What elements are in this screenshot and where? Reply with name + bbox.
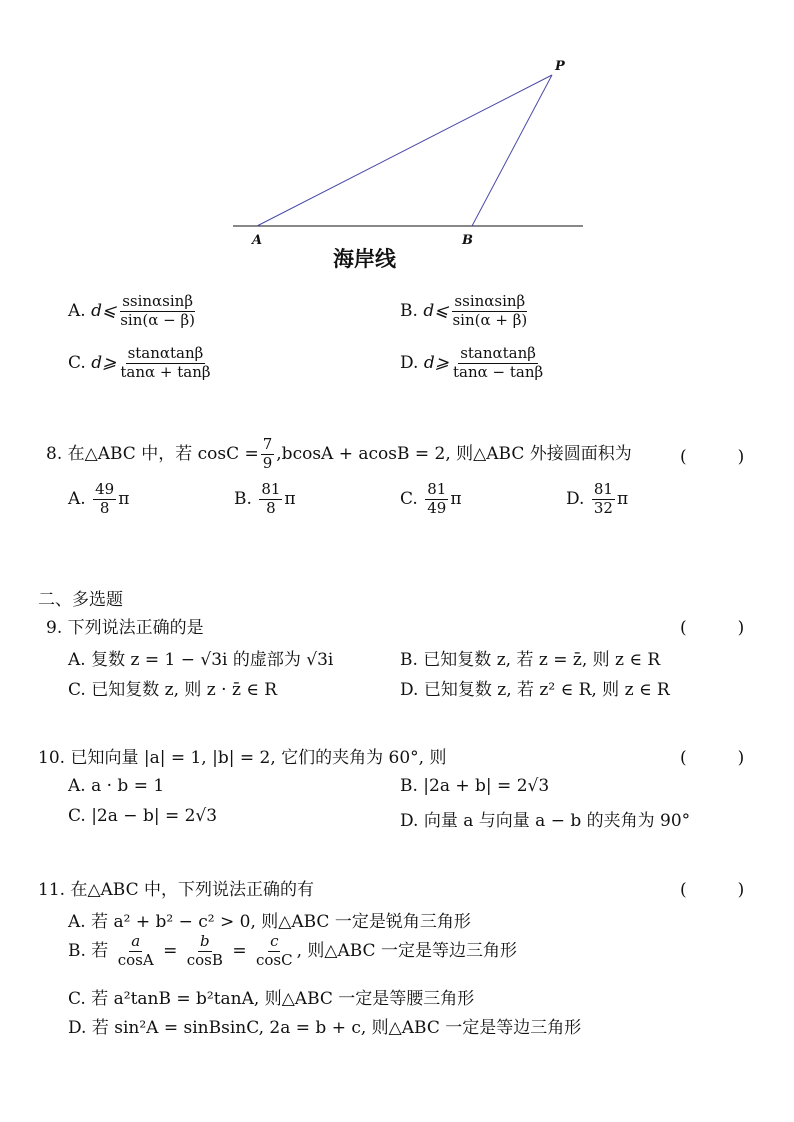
q11-option-d: D. 若 sin²A = sinBsinC, 2a = b + c, 则△ABC 一定是等边三角形 — [68, 1018, 582, 1038]
q7-option-b: B. d⩽ $\frac{ssin\alpha\sin\beta}{\sin(\alpha + \beta)}$ — [400, 292, 528, 329]
q8-option-c: C. $\frac{81}{49}$ π — [400, 480, 462, 517]
coastline-figure — [225, 55, 595, 285]
q7-option-d: D. d⩾ $\frac{stan\alpha\tan\beta}{\tan\alpha - \tan\beta}$ — [400, 344, 544, 381]
q7-option-c: C. d⩾ $\frac{stan\alpha\tan\beta}{\tan\alpha + \tan\beta}$ — [68, 344, 211, 381]
q10-answer-paren: ( ) — [680, 748, 745, 768]
q11-option-c: C. 若 a²tanB = b²tanA, 则△ABC 一定是等腰三角形 — [68, 989, 475, 1009]
point-b-label: B — [462, 233, 473, 248]
q8-answer-paren: ( ) — [680, 447, 745, 467]
q11-stem: 11. 在△ABC 中，下列说法正确的有 — [38, 880, 315, 900]
figure-caption: 海岸线 — [333, 246, 396, 271]
q11-option-b: B. 若 $\frac{a}{\cos A}$ = $\frac{b}{\cos B}$ = $\frac{c}{\cos C}$ , 则△ABC 一定是等边三角形 — [68, 932, 517, 969]
q9-option-a: A. 复数 z = 1 − √3i 的虚部为 √3i — [68, 650, 334, 670]
q11-option-a: A. 若 a² + b² − c² > 0, 则△ABC 一定是锐角三角形 — [68, 912, 471, 932]
q9-answer-paren: ( ) — [680, 618, 745, 638]
q10-option-c: C. |2a − b| = 2√3 — [68, 806, 218, 826]
line-ap — [257, 75, 552, 226]
q9-option-d: D. 已知复数 z, 若 z² ∈ R, 则 z ∈ R — [400, 680, 670, 700]
q8-option-b: B. $\frac{81}{8}$ π — [234, 480, 296, 517]
q10-option-b: B. |2a + b| = 2√3 — [400, 776, 550, 796]
line-bp — [472, 75, 552, 226]
q9-option-b: B. 已知复数 z, 若 z = z̄, 则 z ∈ R — [400, 650, 661, 670]
point-a-label: A — [252, 233, 263, 248]
q9-option-c: C. 已知复数 z, 则 z · z̄ ∈ R — [68, 680, 278, 700]
q8-option-a: A. $\frac{49}{8}$ π — [68, 480, 130, 517]
point-p-label: P — [555, 59, 565, 74]
q11-answer-paren: ( ) — [680, 880, 745, 900]
q10-option-d: D. 向量 a 与向量 a − b 的夹角为 90° — [400, 811, 691, 831]
q8-stem: 8. 在△ABC 中，若 cosC = $\frac{7}{9}$ ,bcosA + acosB = 2, 则△ABC 外接圆面积为 — [46, 435, 632, 472]
q10-option-a: A. a · b = 1 — [68, 776, 165, 796]
q8-option-d: D. $\frac{81}{32}$ π — [566, 480, 629, 517]
q7-option-a: A. d⩽ $\frac{ssin\alpha\sin\beta}{\sin(\alpha - \beta)}$ — [68, 292, 195, 329]
q9-stem: 9. 下列说法正确的是 — [46, 618, 204, 638]
section-title: 二、多选题 — [38, 590, 123, 610]
q10-stem: 10. 已知向量 |a| = 1, |b| = 2, 它们的夹角为 60°, 则 — [38, 748, 447, 768]
